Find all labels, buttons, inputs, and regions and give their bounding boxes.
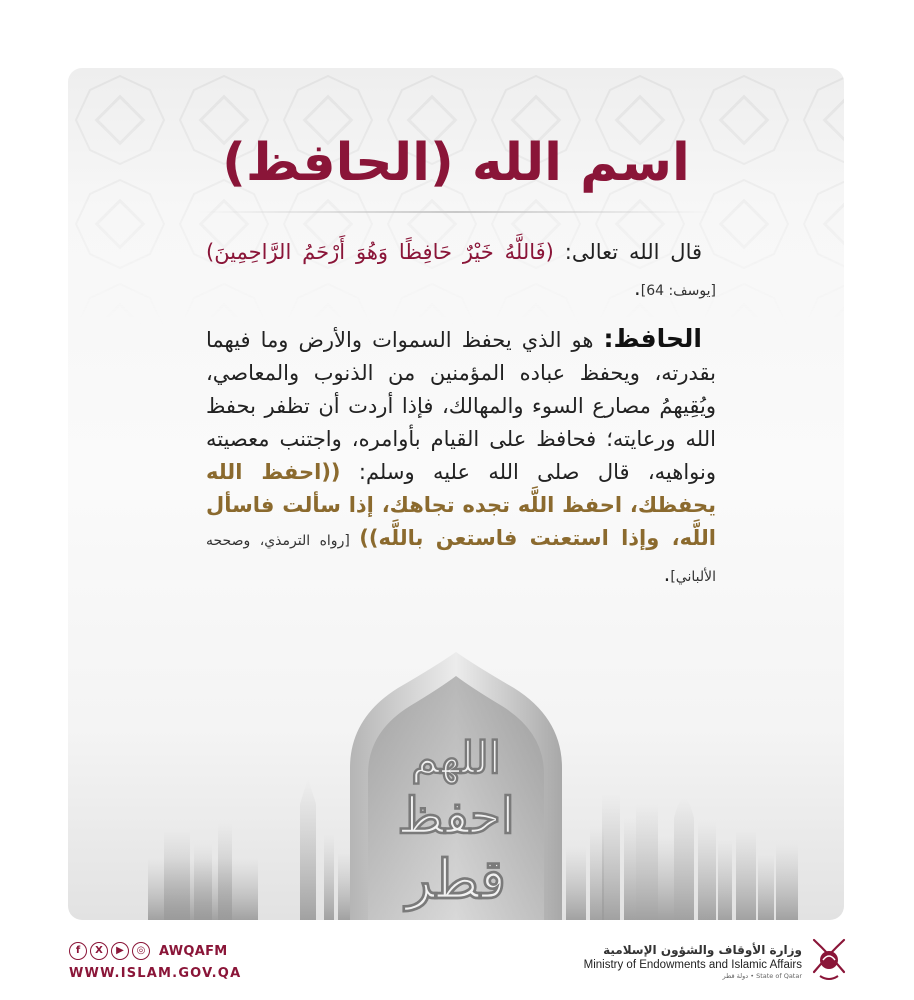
youtube-icon[interactable]: ▶ xyxy=(111,942,129,960)
ministry-name-arabic: وزارة الأوقاف والشؤون الإسلامية xyxy=(603,943,802,957)
social-links xyxy=(69,942,228,960)
verse-paragraph xyxy=(206,236,716,308)
x-icon[interactable]: X xyxy=(90,942,108,960)
qatar-emblem-icon xyxy=(806,932,852,984)
ministry-block xyxy=(584,942,802,981)
page-title: اسم الله (الحافظ) xyxy=(222,133,690,193)
ministry-name-english: Ministry of Endowments and Islamic Affairs xyxy=(583,959,802,971)
explanation-paragraph xyxy=(206,322,716,594)
right-skyline xyxy=(566,794,798,920)
content-card xyxy=(68,68,844,920)
verse-reference: [يوسف: 64] xyxy=(640,283,716,299)
website-link[interactable]: WWW.ISLAM.GOV.QA xyxy=(69,966,242,981)
arch-monument xyxy=(350,652,562,920)
instagram-icon[interactable]: ◎ xyxy=(132,942,150,960)
calligraphy-line3: قطر xyxy=(406,847,506,911)
calligraphy-line2: احفظ xyxy=(397,786,515,845)
body-text xyxy=(206,236,716,608)
hadith-reference: [رواه الترمذي، وصححه الألباني] xyxy=(206,533,716,585)
social-handle[interactable]: AWQAFM xyxy=(159,943,228,959)
verse-end: . xyxy=(634,276,641,300)
hadith-end: . xyxy=(663,562,671,586)
calligraphy-line1: اللهم xyxy=(411,733,501,784)
doha-skyline-illustration xyxy=(68,608,844,920)
explanation-text: هو الذي يحفظ السموات والأرض وما فيهما بقدرته، ويحفظ عباده المؤمنين من الذنوب والمعاصي، ويُقِيهمُ مصارع السوء والمهالك، فإذا أردت أن تظفر بحفظ الله ورعايته؛ فحافظ على القيام بأوامره، واجتنب معصيته ونواهيه، قال صلى الله عليه وسلم: xyxy=(206,328,716,484)
title-divider xyxy=(198,211,714,213)
verse-intro: قال الله تعالى: xyxy=(553,240,702,264)
name-term: الحافظ: xyxy=(603,324,702,353)
state-label: State of Qatar • دولة قطر xyxy=(722,972,802,980)
hadith-quote: ((احفظ الله يحفظك، احفظ اللَّه تجده تجاهك، إذا سألت فاسأل اللَّه، وإذا استعنت فاستعن باللَّه)) xyxy=(206,460,717,550)
quran-verse: (فَاللَّهُ خَيْرٌ حَافِظًا وَهُوَ أَرْحَمُ الرَّاحِمِينَ) xyxy=(206,240,554,264)
facebook-icon[interactable]: f xyxy=(69,942,87,960)
